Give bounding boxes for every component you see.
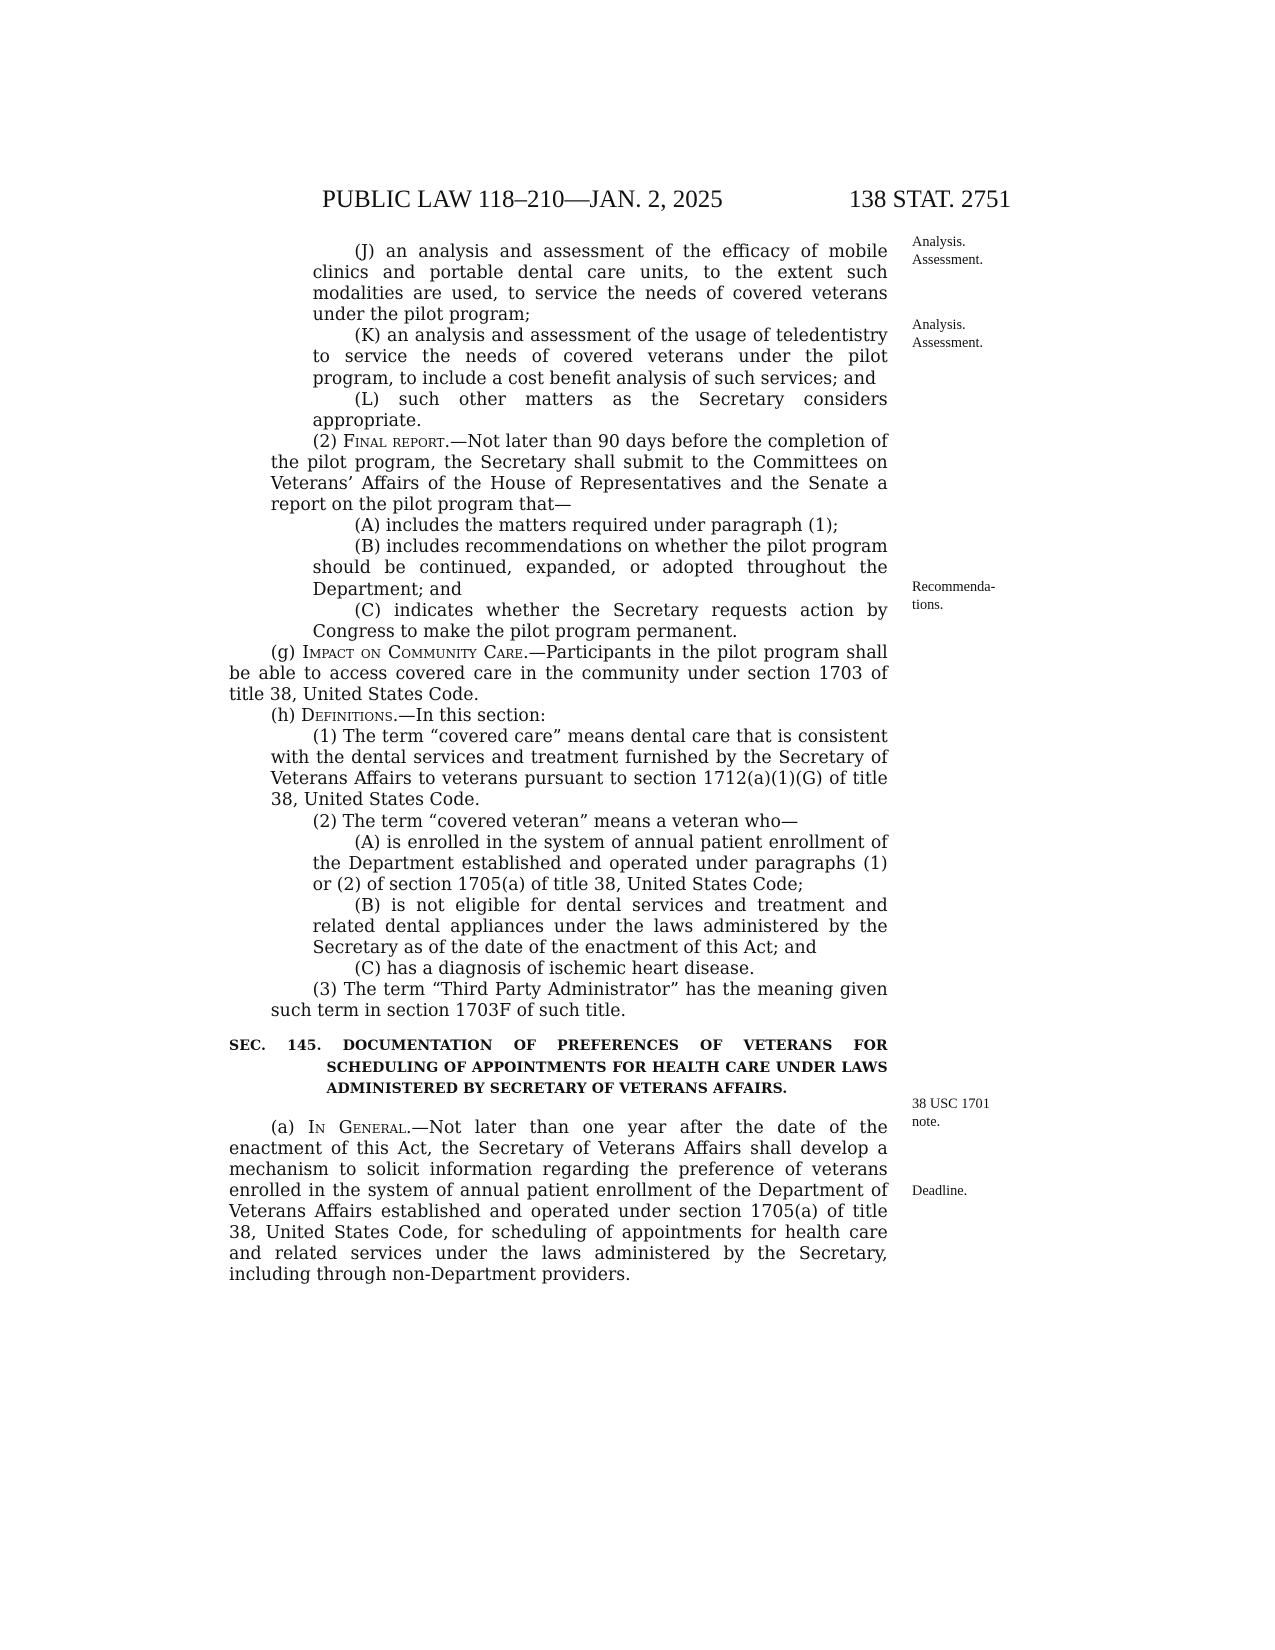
margin-note-recommendations <box>912 579 1022 614</box>
margin-note-text: note. <box>912 1113 941 1130</box>
margin-note-deadline <box>912 1183 1022 1201</box>
subsection-h <box>229 706 888 727</box>
final-report-text: .—Not later than 90 days before the completion of the pilot program, the Secretary shall submit to the Committees on Veterans’ Affairs of the House of Representatives and the Senate a report on the pilot program that— <box>270 431 888 516</box>
paragraph-k: (K) an analysis and assessment of the usage of teledentistry to service the needs of covered veterans under the pilot program, to include a cost benefit analysis of such services; and <box>312 326 888 389</box>
paragraph-l: (L) such other matters as the Secretary considers appropriate. <box>312 389 888 431</box>
subsection-a-number: (a) <box>270 1117 295 1138</box>
paragraph-final-report <box>229 432 888 516</box>
page-number: 138 STAT. 2751 <box>848 186 1011 213</box>
subsection-h-heading: Definitions <box>300 706 393 727</box>
section-145-heading: SEC. 145. DOCUMENTATION OF PREFERENCES OF VETERANS FOR SCHEDULING OF APPOINTMENTS FOR HEALTH CARE UNDER LAWS ADMINISTERED BY SECRETARY OF VETERANS AFFAIRS. <box>229 1038 888 1097</box>
final-report-item-c: (C) indicates whether the Secretary requests action by Congress to make the pilot program permanent. <box>312 600 888 642</box>
subsection-h-number: (h) <box>270 706 296 727</box>
subsection-g-heading: Impact on Community Care <box>302 642 524 663</box>
margin-note-text: Recommenda- <box>912 579 996 595</box>
statute-body <box>229 242 888 1287</box>
margin-note-j <box>912 234 1022 269</box>
definition-2c: (C) has a diagnosis of ischemic heart disease. <box>354 959 755 980</box>
margin-note-text: Deadline. <box>912 1183 968 1199</box>
subsection-h-text: .—In this section: <box>392 706 546 727</box>
final-report-item-b: (B) includes recommendations on whether the pilot program should be continued, expanded, or adopted throughout the Department; and <box>312 537 888 600</box>
margin-note-text: Analysis. <box>912 234 966 250</box>
definition-2b: (B) is not eligible for dental services and treatment and related dental appliances under the laws administered by the Secretary as of the date of the enactment of this Act; and <box>312 895 888 959</box>
section-145-subsection-a <box>229 1118 888 1287</box>
margin-note-k <box>912 317 1022 352</box>
final-report-number: (2) <box>312 431 338 452</box>
running-header-title: PUBLIC LAW 118–210—JAN. 2, 2025 <box>322 186 723 213</box>
subsection-g-number: (g) <box>270 642 296 663</box>
definition-1: (1) The term “covered care” means dental care that is consistent with the dental services and treatment furnished by the Secretary of Veterans Affairs to veterans pursuant to section 1712(a)(1)(G) of title 38, United States Code. <box>270 727 888 811</box>
subsection-g-text: .—Participants in the pilot program shall be able to access covered care in the community under section 1703 of title 38, United States Code. <box>229 642 888 705</box>
definition-2a: (A) is enrolled in the system of annual patient enrollment of the Department established and operated under paragraphs (1) or (2) of section 1705(a) of title 38, United States Code; <box>312 832 888 895</box>
margin-note-text: tions. <box>912 596 944 613</box>
margin-note-usc-citation <box>912 1096 1022 1131</box>
final-report-heading: Final report <box>342 431 445 452</box>
subsection-a-text: .—Not later than one year after the date of the enactment of this Act, the Secretary of Veterans Affairs shall develop a mechanism to solicit information regarding the preference of veterans enrolled in the system of annual patient enrollment of the Department of Veterans Affairs established and operated under section 1705(a) of title 38, United States Code, for scheduling of appointments for health care and related services under the laws administered by the Secretary, including through non-Department providers. <box>229 1117 888 1286</box>
subsection-a-heading: In General <box>308 1117 407 1138</box>
margin-note-text: Analysis. <box>912 317 966 333</box>
margin-note-text: Assessment. <box>912 251 984 268</box>
subsection-g <box>229 643 888 706</box>
paragraph-j: (J) an analysis and assessment of the efficacy of mobile clinics and portable dental care units, to the extent such modalities are used, to service the needs of covered veterans under the pilot program; <box>312 242 888 326</box>
final-report-item-a: (A) includes the matters required under paragraph (1); <box>354 516 839 537</box>
definition-2: (2) The term “covered veteran” means a veteran who— <box>312 811 799 832</box>
definition-3: (3) The term “Third Party Administrator” has the meaning given such term in section 1703F of such title. <box>270 980 888 1022</box>
margin-note-text: 38 USC 1701 <box>912 1096 990 1112</box>
margin-note-text: Assessment. <box>912 334 984 351</box>
